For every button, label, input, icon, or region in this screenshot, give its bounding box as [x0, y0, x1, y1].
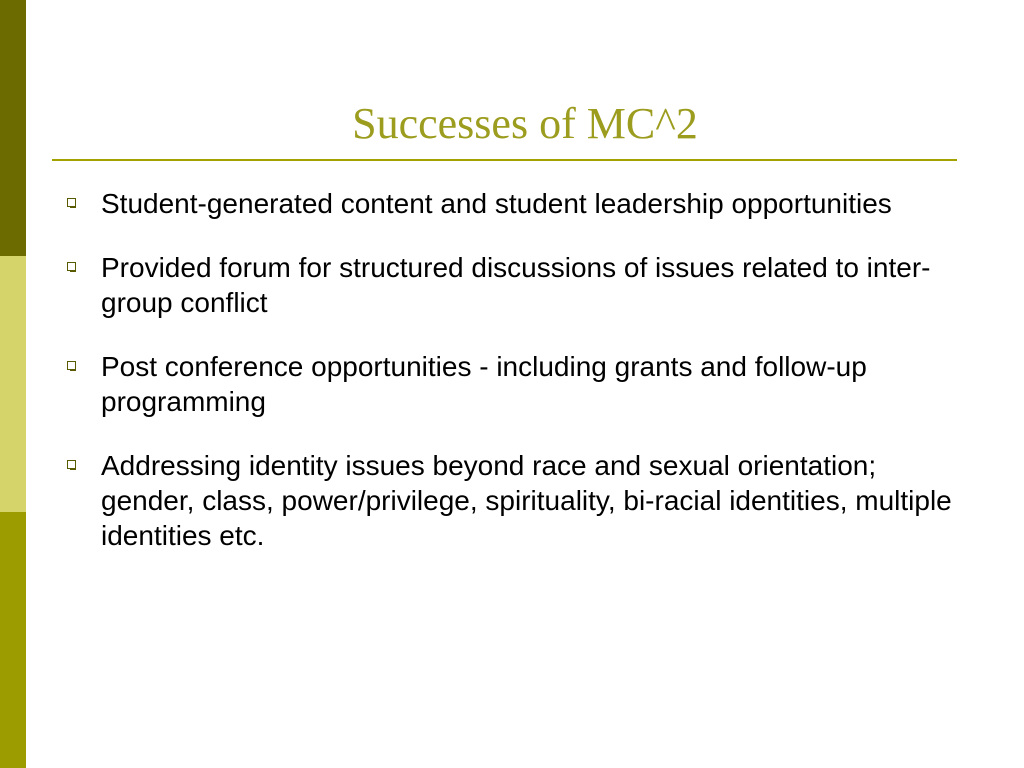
side-accent-mid-segment	[0, 512, 26, 768]
hollow-square-bullet-icon	[67, 198, 76, 207]
bullet-item	[66, 448, 966, 553]
bullet-item	[66, 349, 966, 419]
bullet-item	[66, 186, 966, 221]
bullet-text: Post conference opportunities - including grants and follow-up programming	[101, 351, 867, 417]
side-accent-bar	[0, 0, 26, 768]
side-accent-dark-segment	[0, 0, 26, 256]
bullet-list	[66, 186, 966, 582]
hollow-square-bullet-icon	[67, 460, 76, 469]
hollow-square-bullet-icon	[67, 262, 76, 271]
title-underline	[52, 159, 957, 161]
bullet-text: Provided forum for structured discussions of issues related to inter-group conflict	[101, 252, 931, 318]
slide-title: Successes of MC^2	[352, 99, 698, 148]
side-accent-light-segment	[0, 256, 26, 512]
bullet-item	[66, 250, 966, 320]
hollow-square-bullet-icon	[67, 361, 76, 370]
bullet-text: Addressing identity issues beyond race and sexual orientation; gender, class, power/privilege, spirituality, bi-racial identities, multiple identities etc.	[101, 450, 952, 551]
bullet-text: Student-generated content and student leadership opportunities	[101, 188, 892, 219]
